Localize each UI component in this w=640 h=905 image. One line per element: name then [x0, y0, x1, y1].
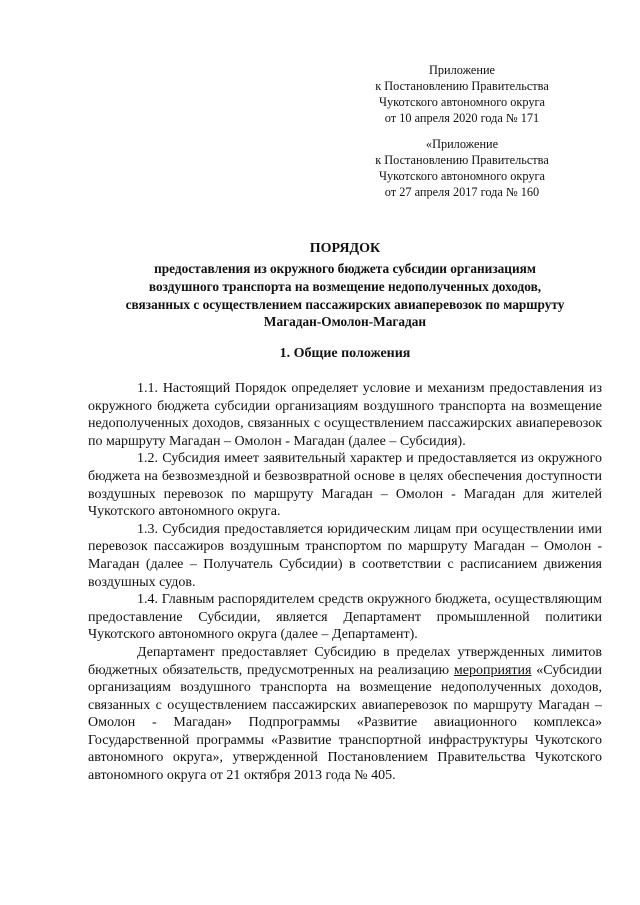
appendix-line: «Приложение — [425, 137, 499, 151]
paragraph-1-1: 1.1. Настоящий Порядок определяет условие и механизм предоставления из окружного бюджета субсидии организациям воздушного транспорта на возмещение недополученных доходов, связанных с осуществлением пассажирских авиаперевозок по маршруту Магадан – Омолон - Магадан (далее – Субсидия). — [88, 381, 602, 449]
measure-link[interactable]: мероприятия — [453, 662, 532, 678]
paragraph-department — [88, 644, 602, 785]
subtitle-line: Магадан-Омолон-Магадан — [263, 314, 427, 330]
appendix-line: от 27 апреля 2017 года № 160 — [384, 185, 540, 199]
appendix-line: к Постановлению Правительства — [375, 79, 549, 93]
paragraph-1-4: 1.4. Главным распорядителем средств окружного бюджета, осуществляющим предоставление Субсидии, является Департамент промышленной политики Чукотского автономного округа (далее – Департамент). — [88, 592, 602, 643]
paragraph-text-after-link: «Субсидии организациям воздушного транспорта на возмещение недополученных доходов, связанных с осуществлением пассажирских авиаперевозок по маршруту Магадан – Омолон - Магадан» Подпрограммы «Развитие авиационного комплекса» Государственной программы «Развитие транспортной инфраструктуры Чукотского автономного округа», утвержденной Постановлением Правительства Чукотского автономного округа от 21 октября 2013 года № 405. — [88, 662, 602, 784]
section-title: 1. Общие положения — [279, 346, 411, 361]
paragraph-1-3: 1.3. Субсидия предоставляется юридическим лицам при осуществлении ими перевозок пассажиров воздушным транспортом по маршруту Магадан – Омолон - Магадан (далее – Получатель Субсидии) в соответствии с расписанием движения воздушных судов. — [88, 521, 602, 590]
appendix-line: Чукотского автономного округа — [379, 95, 545, 109]
subtitle-line: воздушного транспорта на возмещение недополученных доходов, — [148, 278, 542, 294]
document-body — [88, 380, 602, 785]
appendix-line: Чукотского автономного округа — [379, 169, 545, 183]
subtitle-line: связанных с осуществлением пассажирских авиаперевозок по маршруту — [125, 296, 565, 312]
appendix-line: Приложение — [429, 63, 495, 77]
appendix-line: к Постановлению Правительства — [375, 153, 549, 167]
appendix-header-current — [342, 62, 582, 126]
subtitle-line: предоставления из окружного бюджета субсидии организациям — [154, 261, 536, 276]
appendix-line: от 10 апреля 2020 года № 171 — [384, 111, 540, 125]
document-title: ПОРЯДОК — [309, 241, 381, 256]
paragraph-text-before-link: Департамент предоставляет Субсидию в пределах утвержденных лимитов бюджетных обязательств, предусмотренных на реализацию — [88, 644, 602, 678]
paragraph-1-2: 1.2. Субсидия имеет заявительный характер и предоставляется из окружного бюджета на безвозмездной и безвозвратной основе в целях обеспечения доступности воздушных перевозок по маршруту Магадан – Омолон - Магадан для жителей Чукотского автономного округа. — [88, 451, 602, 520]
document-subtitle — [78, 260, 612, 331]
appendix-header-original — [342, 136, 582, 200]
